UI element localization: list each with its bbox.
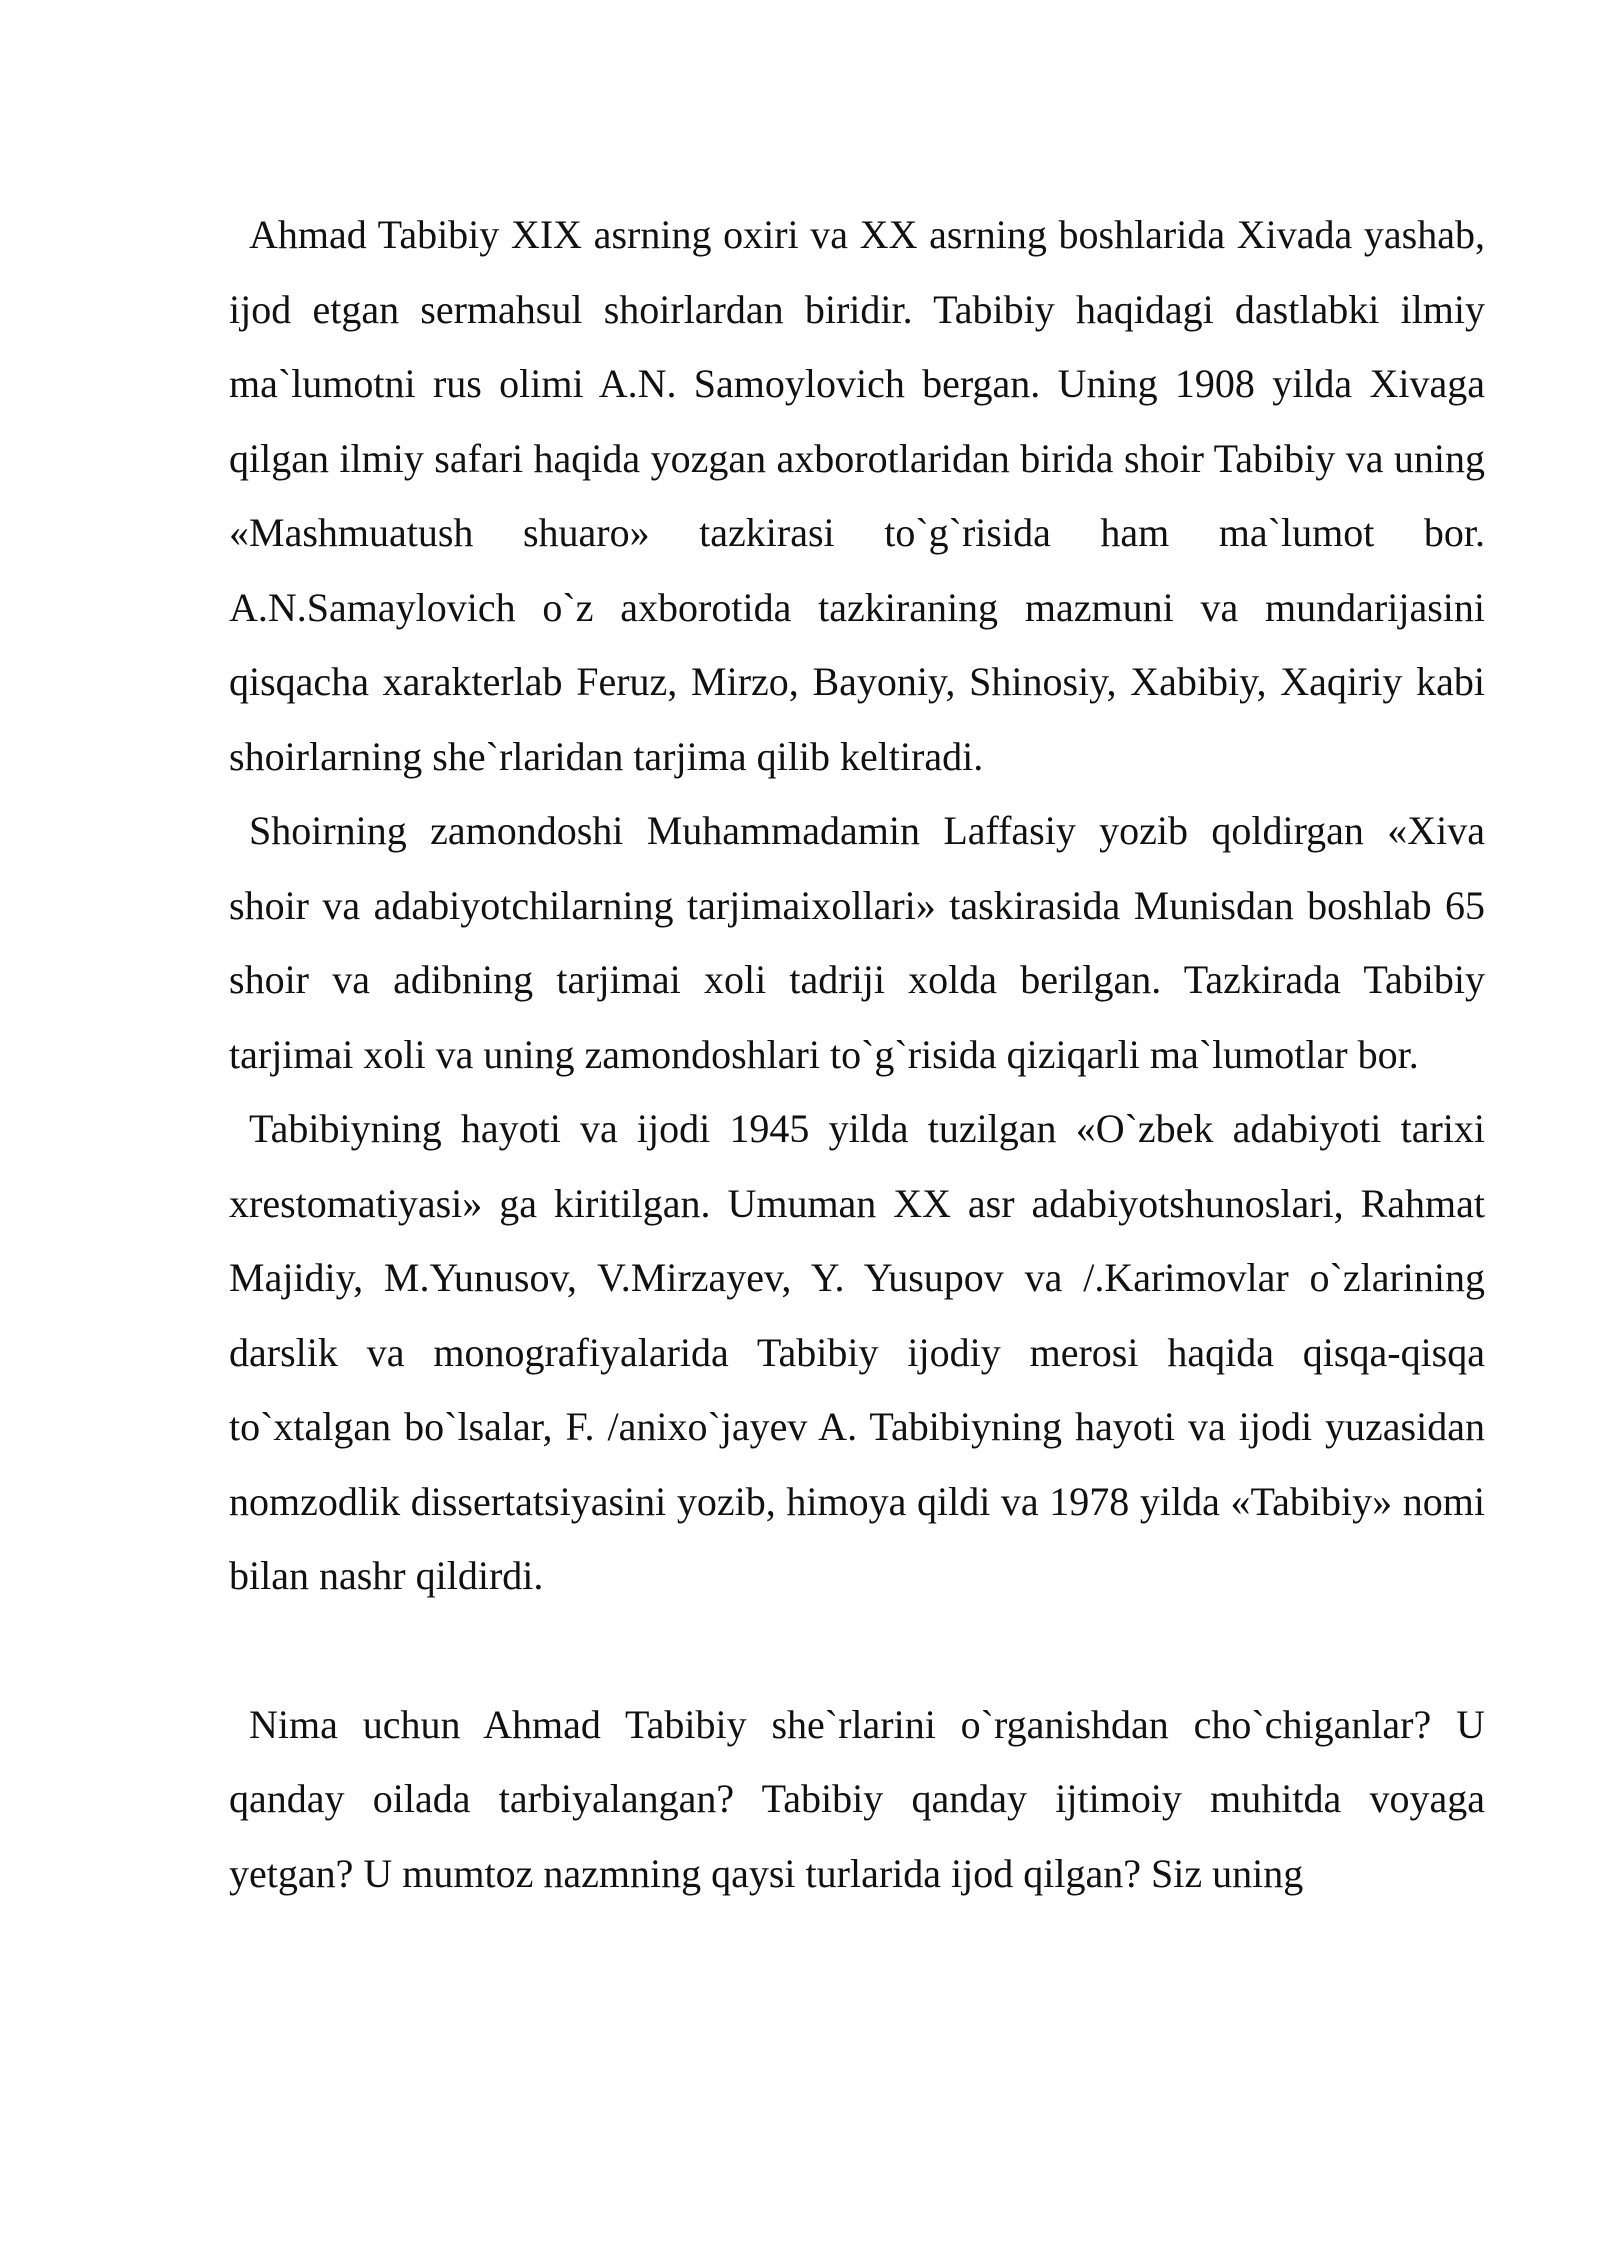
paragraph-4: Nima uchun Ahmad Tabibiy she`rlarini o`rganishdan cho`chiganlar? U qanday oilada tarbiyalangan? Tabibiy qanday ijtimoiy muhitda voyaga yetgan? U mumtoz nazmning qaysi turlarida ijod qilgan? Siz uning — [229, 1701, 1485, 1896]
paragraph-3: Tabibiyning hayoti va ijodi 1945 yilda tuzilgan «O`zbek adabiyoti tarixi xrestomatiyasi» ga kiritilgan. Umuman XX asr adabiyotshunoslari, Rahmat Majidiy, M.Yunusov, V.Mirzayev, Y. Yusupov va /.Karimovlar o`zlarining darslik va monografiyalarida Tabibiy ijodiy merosi haqida qisqa-qisqa to`xtalgan bo`lsalar, F. /anixo`jayev A. Tabibiyning hayoti va ijodi yuzasidan nomzodlik dissertatsiyasini yozib, himoya qildi va 1978 yilda «Tabibiy» nomi bilan nashr qildirdi. — [229, 1106, 1485, 1598]
paragraph-1: Ahmad Tabibiy XIX asrning oxiri va XX asrning boshlarida Xivada yashab, ijod etgan sermahsul shoirlardan biridir. Tabibiy haqidagi dastlabki ilmiy ma`lumotni rus olimi A.N. Samoylovich bergan. Uning 1908 yilda Xivaga qilgan ilmiy safari haqida yozgan axborotlaridan birida shoir Tabibiy va uning «Mashmuatush shuaro» tazkirasi to`g`risida ham ma`lumot bor. A.N.Samaylovich o`z axborotida tazkiraning mazmuni va mundarijasini qisqacha xarakterlab Feruz, Mirzo, Bayoniy, Shinosiy, Xabibiy, Xaqiriy kabi shoirlarning she`rlaridan tarjima qilib keltiradi. — [229, 212, 1485, 779]
document-page — [229, 198, 1485, 1911]
paragraph-spacer — [229, 1614, 1485, 1688]
paragraph-2: Shoirning zamondoshi Muhammadamin Laffasiy yozib qoldirgan «Xiva shoir va adabiyotchilarning tarjimaixollari» taskirasida Munisdan boshlab 65 shoir va adibning tarjimai xoli tadriji xolda berilgan. Tazkirada Tabibiy tarjimai xoli va uning zamondoshlari to`g`risida qiziqarli ma`lumotlar bor. — [229, 808, 1485, 1077]
